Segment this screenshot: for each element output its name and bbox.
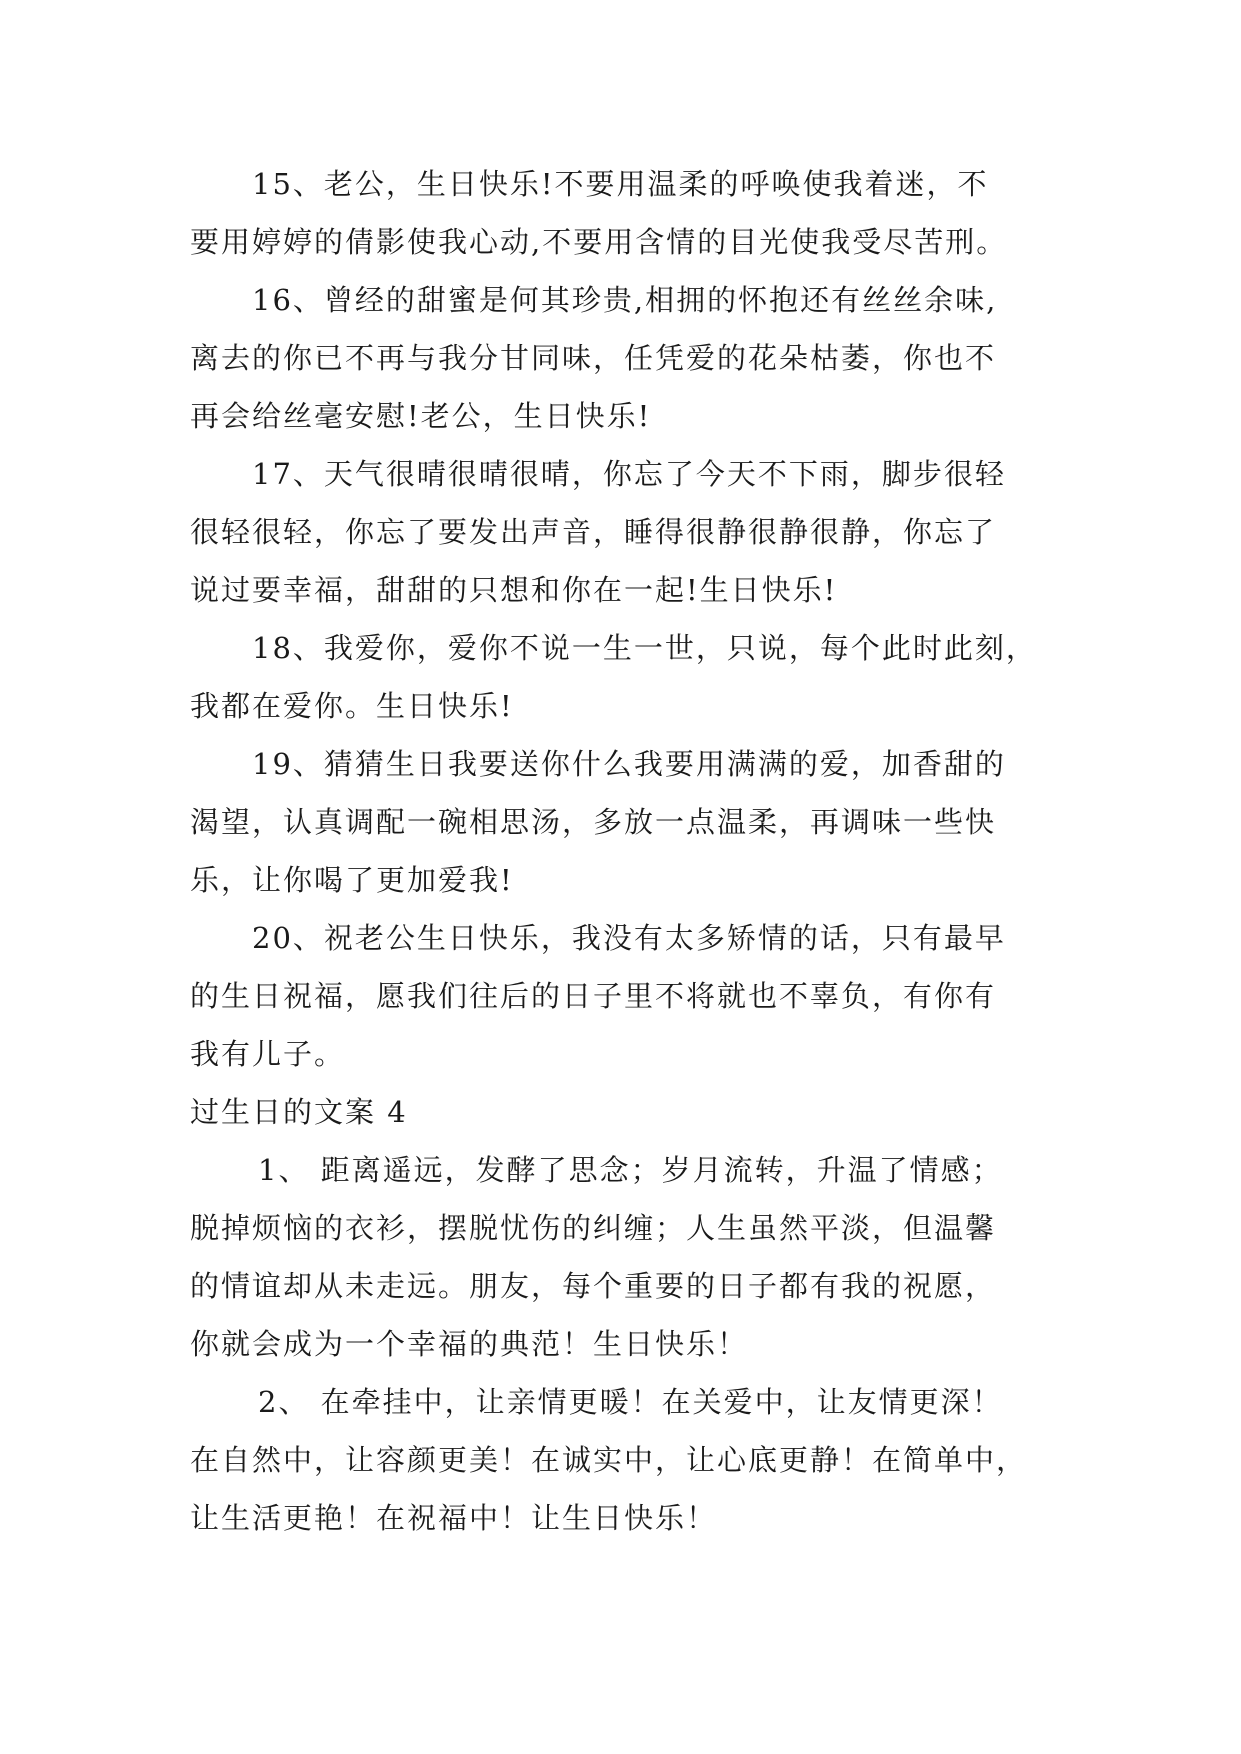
text-line: 渴望，认真调配一碗相思汤，多放一点温柔，再调味一些快 xyxy=(190,805,997,839)
text-line: 15、老公，生日快乐!不要用温柔的呼唤使我着迷，不 xyxy=(252,167,989,201)
text-line: 我有儿子。 xyxy=(190,1037,346,1071)
text-line: 16、曾经的甜蜜是何其珍贵,相拥的怀抱还有丝丝余味, xyxy=(252,283,998,317)
text-line: 19、猜猜生日我要送你什么我要用满满的爱，加香甜的 xyxy=(252,747,1006,781)
text-line: 17、天气很晴很晴很晴，你忘了今天不下雨，脚步很轻 xyxy=(252,457,1006,491)
text-line: 1、 距离遥远，发酵了思念；岁月流转，升温了情感； xyxy=(258,1153,1003,1187)
text-line: 乐，让你喝了更加爱我! xyxy=(190,863,514,897)
text-line: 脱掉烦恼的衣衫，摆脱忧伤的纠缠；人生虽然平淡，但温馨 xyxy=(190,1211,997,1245)
text-line: 2、 在牵挂中，让亲情更暖！在关爱中，让友情更深！ xyxy=(258,1385,1003,1419)
text-line: 离去的你已不再与我分甘同味，任凭爱的花朵枯萎，你也不 xyxy=(190,341,997,375)
text-line: 很轻很轻，你忘了要发出声音，睡得很静很静很静，你忘了 xyxy=(190,515,997,549)
text-line: 说过要幸福，甜甜的只想和你在一起!生日快乐! xyxy=(190,573,838,607)
text-line: 18、我爱你，爱你不说一生一世，只说，每个此时此刻， xyxy=(252,631,1037,665)
text-line: 我都在爱你。生日快乐! xyxy=(190,689,514,723)
section-heading: 过生日的文案 4 xyxy=(190,1095,408,1129)
text-line: 的情谊却从未走远。朋友，每个重要的日子都有我的祝愿， xyxy=(190,1269,997,1303)
text-line: 让生活更艳！在祝福中！让生日快乐！ xyxy=(190,1501,718,1535)
text-line: 要用婷婷的倩影使我心动,不要用含情的目光使我受尽苦刑。 xyxy=(190,225,1008,259)
text-line: 20、祝老公生日快乐，我没有太多矫情的话，只有最早 xyxy=(252,921,1006,955)
text-line: 再会给丝毫安慰!老公，生日快乐! xyxy=(190,399,652,433)
text-line: 你就会成为一个幸福的典范！生日快乐！ xyxy=(190,1327,749,1361)
text-line: 在自然中，让容颜更美！在诚实中，让心底更静！在简单中， xyxy=(190,1443,1028,1477)
text-line: 的生日祝福，愿我们往后的日子里不将就也不辜负，有你有 xyxy=(190,979,997,1013)
